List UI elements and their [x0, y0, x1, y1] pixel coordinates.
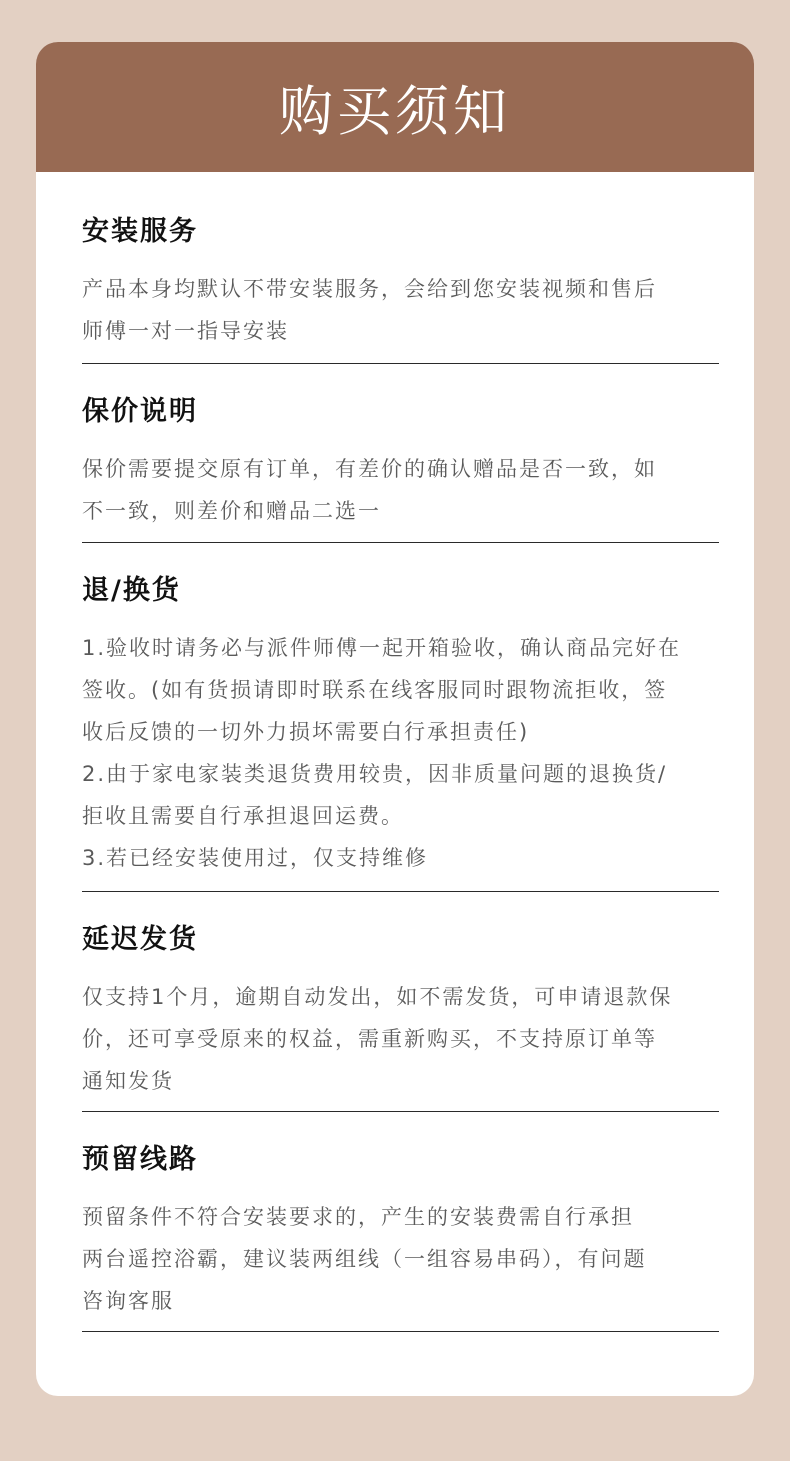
- section-line: 签收。(如有货损请即时联系在线客服同时跟物流拒收，签: [82, 678, 668, 702]
- notice-sections: [82, 172, 719, 1332]
- section-body: [82, 268, 719, 352]
- section-title: 预留线路: [82, 1144, 198, 1175]
- section-line: 保价需要提交原有订单，有差价的确认赠品是否一致，如: [82, 457, 657, 481]
- page-title: 购买须知: [279, 79, 511, 143]
- section-body: [82, 1196, 719, 1322]
- section-line: 预留条件不符合安装要求的，产生的安装费需自行承担: [82, 1205, 634, 1229]
- section-title: 安装服务: [82, 216, 198, 247]
- section-title: 保价说明: [82, 396, 198, 427]
- section-line: 价，还可享受原来的权益，需重新购买，不支持原订单等: [82, 1027, 657, 1051]
- section-line: 咨询客服: [82, 1289, 174, 1313]
- section-reserved-wiring: [82, 1112, 719, 1332]
- header-banner: [36, 42, 754, 172]
- section-title: 延迟发货: [82, 924, 198, 955]
- section-line: 两台遥控浴霸，建议装两组线（一组容易串码），有问题: [82, 1247, 647, 1271]
- section-line: 收后反馈的一切外力损坏需要白行承担责任): [82, 720, 530, 744]
- section-body: [82, 976, 719, 1102]
- section-line: 不一致，则差价和赠品二选一: [82, 499, 381, 523]
- section-line: 通知发货: [82, 1069, 174, 1093]
- section-line: 2.由于家电家装类退货费用较贵，因非质量问题的退换货/: [82, 762, 668, 786]
- section-line: 拒收且需要自行承担退回运费。: [82, 804, 404, 828]
- section-line: 1.验收时请务必与派件师傅一起开箱验收，确认商品完好在: [82, 636, 682, 660]
- section-delayed-shipping: [82, 892, 719, 1112]
- section-line: 仅支持1个月，逾期自动发出，如不需发货，可申请退款保: [82, 985, 673, 1009]
- section-title: 退/换货: [82, 575, 181, 606]
- section-line: 3.若已经安装使用过，仅支持维修: [82, 846, 429, 870]
- section-line: 产品本身均默认不带安装服务，会给到您安装视频和售后: [82, 277, 657, 301]
- section-installation-service: [82, 172, 719, 364]
- section-line: 师傅一对一指导安装: [82, 319, 289, 343]
- section-price-protection: [82, 364, 719, 543]
- section-body: [82, 627, 719, 879]
- section-return-exchange: [82, 543, 719, 892]
- purchase-notice-card: [36, 42, 754, 1396]
- section-body: [82, 448, 719, 532]
